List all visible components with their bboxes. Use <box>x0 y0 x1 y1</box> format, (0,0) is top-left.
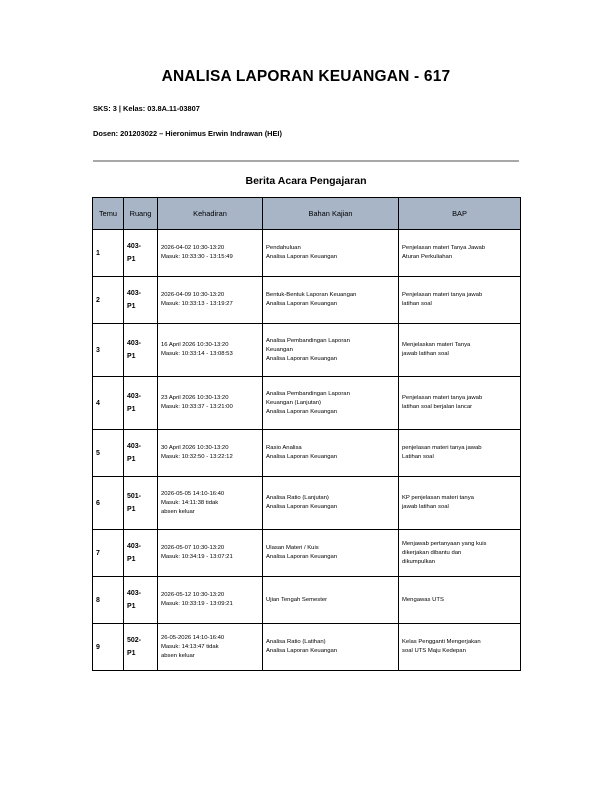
bap-cell <box>399 530 521 577</box>
header-bap: BAP <box>399 198 521 230</box>
attendance-line: 2026-05-05 14:10-16:40 <box>161 490 225 497</box>
attendance-cell <box>158 530 263 577</box>
attendance-line: absen keluar <box>161 508 195 515</box>
room-cell <box>124 230 158 277</box>
bap-cell <box>399 230 521 277</box>
topic-line: Analisa Laporan Keuangan <box>266 254 338 260</box>
attendance-cell <box>158 577 263 624</box>
topic-cell <box>263 477 399 530</box>
room-line: 403- <box>127 543 142 550</box>
room-line: P1 <box>127 506 136 513</box>
room-line: 403- <box>127 243 142 250</box>
topic-line: Analisa Laporan Keuangan <box>266 554 338 560</box>
room-line: P1 <box>127 256 136 263</box>
table-row <box>93 277 521 324</box>
topic-line: Analisa Laporan Keuangan <box>266 408 338 415</box>
bap-line: Menjawab pertanyaan yang kuis <box>402 540 487 547</box>
table-row <box>93 324 521 377</box>
topic-line: Keuangan <box>266 346 293 353</box>
bap-line: Penjelasan materi tanya jawab <box>402 292 483 298</box>
room-line: 403- <box>127 443 142 450</box>
room-line: P1 <box>127 353 136 360</box>
table-row <box>93 377 521 430</box>
meeting-number: 2 <box>93 277 124 324</box>
attendance-cell <box>158 477 263 530</box>
page-title: ANALISA LAPORAN KEUANGAN - 617 <box>161 68 451 85</box>
bap-cell <box>399 277 521 324</box>
topic-line: Analisa Laporan Keuangan <box>266 301 338 307</box>
table-row <box>93 230 521 277</box>
room-cell <box>124 477 158 530</box>
attendance-line: 23 April 2026 10:30-13:20 <box>161 395 229 401</box>
room-line: P1 <box>127 456 136 463</box>
room-line: P1 <box>127 406 136 413</box>
room-cell <box>124 277 158 324</box>
bap-line: KP penjelasan materi tanya <box>402 495 474 501</box>
attendance-cell <box>158 230 263 277</box>
divider <box>93 160 519 162</box>
room-line: P1 <box>127 603 136 610</box>
teaching-report-table <box>92 197 521 671</box>
bap-cell <box>399 377 521 430</box>
section-title: Berita Acara Pengajaran <box>245 175 367 187</box>
room-line: 403- <box>127 393 142 400</box>
attendance-line: 2026-05-07 10:30-13:20 <box>161 545 225 551</box>
room-line: 501- <box>127 493 142 500</box>
topic-cell <box>263 230 399 277</box>
meeting-number: 1 <box>93 230 124 277</box>
attendance-line: Masuk: 10:33:19 - 13:09:21 <box>161 601 233 607</box>
meeting-number: 7 <box>93 530 124 577</box>
bap-line: Aturan Perkuliahan <box>402 254 453 260</box>
topic-line: Analisa Laporan Keuangan <box>266 648 338 654</box>
meeting-number: 5 <box>93 430 124 477</box>
bap-cell <box>399 324 521 377</box>
bap-line: Menjelaskan materi Tanya <box>402 342 471 348</box>
bap-line: Penjelasan materi tanya jawab <box>402 395 483 401</box>
room-line: P1 <box>127 650 136 657</box>
lecturer-info: Dosen: 201203022 – Hieronimus Erwin Indrawan (HEI) <box>93 129 282 138</box>
attendance-cell <box>158 324 263 377</box>
topic-line: Analisa Ratio (Latihan) <box>266 639 326 645</box>
bap-line: Penjelasan materi Tanya Jawab <box>402 245 486 251</box>
attendance-line: Masuk: 10:34:19 - 13:07:21 <box>161 554 233 560</box>
bap-cell <box>399 430 521 477</box>
meeting-number: 3 <box>93 324 124 377</box>
topic-line: Bentuk-Bentuk Laporan Keuangan <box>266 292 357 298</box>
bap-line: jawab latihan soal <box>402 504 449 510</box>
topic-line: Pendahuluan <box>266 245 301 251</box>
course-info: SKS: 3 | Kelas: 03.8A.11-03807 <box>93 104 200 113</box>
topic-cell <box>263 377 399 430</box>
attendance-cell <box>158 430 263 477</box>
topic-cell <box>263 530 399 577</box>
attendance-line: Masuk: 14:13:47 tidak <box>161 643 219 650</box>
table-row <box>93 530 521 577</box>
attendance-line: 2026-04-09 10:30-13:20 <box>161 292 225 298</box>
room-cell <box>124 530 158 577</box>
header-attendance: Kehadiran <box>158 198 263 230</box>
topic-line: Ulasan Materi / Kuis <box>266 545 319 551</box>
attendance-cell <box>158 377 263 430</box>
attendance-line: 16 April 2026 10:30-13:20 <box>161 342 229 348</box>
attendance-line: 2026-04-02 10:30-13:20 <box>161 245 225 251</box>
room-cell <box>124 624 158 671</box>
topic-cell <box>263 430 399 477</box>
table-row <box>93 477 521 530</box>
attendance-cell <box>158 277 263 324</box>
topic-line: Analisa Pembandingan Laporan <box>266 390 350 397</box>
bap-cell <box>399 577 521 624</box>
topic-line: Keuangan (Lanjutan) <box>266 399 322 406</box>
room-cell <box>124 430 158 477</box>
attendance-line: 2026-05-12 10:30-13:20 <box>161 592 225 598</box>
room-line: 403- <box>127 340 142 347</box>
topic-line: Analisa Laporan Keuangan <box>266 504 338 510</box>
attendance-line: Masuk: 14:11:38 tidak <box>161 499 219 506</box>
room-line: P1 <box>127 556 136 563</box>
room-cell <box>124 377 158 430</box>
attendance-line: Masuk: 10:33:13 - 13:19:27 <box>161 301 233 307</box>
header-meeting: Temu <box>93 198 124 230</box>
topic-line: Analisa Laporan Keuangan <box>266 355 338 362</box>
attendance-line: Masuk: 10:33:14 - 13:08:53 <box>161 351 233 357</box>
topic-line: Rasio Analisa <box>266 445 302 451</box>
attendance-line: absen keluar <box>161 652 195 659</box>
attendance-cell <box>158 624 263 671</box>
header-room: Ruang <box>124 198 158 230</box>
table-row <box>93 577 521 624</box>
meeting-number: 8 <box>93 577 124 624</box>
topic-cell <box>263 624 399 671</box>
topic-line: Analisa Pembandingan Laporan <box>266 337 350 344</box>
bap-line: dikumpulkan <box>402 558 436 565</box>
room-cell <box>124 577 158 624</box>
room-line: 403- <box>127 590 142 597</box>
topic-line: Analisa Laporan Keuangan <box>266 454 338 460</box>
table-row <box>93 430 521 477</box>
bap-cell <box>399 477 521 530</box>
bap-line: Kelas Pengganti Mengerjakan <box>402 639 481 645</box>
bap-line: jawab latihan soal <box>402 351 449 357</box>
meeting-number: 4 <box>93 377 124 430</box>
bap-line: penjelasan materi tanya jawab <box>402 445 482 451</box>
attendance-line: Masuk: 10:33:30 - 13:15:49 <box>161 254 233 260</box>
bap-line: dikerjakan dibantu dan <box>402 549 462 556</box>
meeting-number: 9 <box>93 624 124 671</box>
bap-line: Latihan soal <box>402 454 434 460</box>
meeting-number: 6 <box>93 477 124 530</box>
bap-line: Mengawas UTS <box>402 596 444 603</box>
topic-cell <box>263 324 399 377</box>
bap-line: latihan soal berjalan lancar <box>402 404 473 410</box>
bap-line: latihan soal <box>402 301 432 307</box>
header-topic: Bahan Kajian <box>263 198 399 230</box>
room-cell <box>124 324 158 377</box>
topic-cell <box>263 277 399 324</box>
table-header-row <box>93 198 521 230</box>
room-line: 403- <box>127 290 142 297</box>
bap-cell <box>399 624 521 671</box>
topic-line: Analisa Ratio (Lanjutan) <box>266 495 329 501</box>
attendance-line: Masuk: 10:33:37 - 13:21:00 <box>161 404 233 410</box>
attendance-line: Masuk: 10:32:50 - 13:22:12 <box>161 454 233 460</box>
attendance-line: 30 April 2026 10:30-13:20 <box>161 445 229 451</box>
attendance-line: 26-05-2026 14:10-16:40 <box>161 634 225 641</box>
room-line: P1 <box>127 303 136 310</box>
table-row <box>93 624 521 671</box>
room-line: 502- <box>127 637 142 644</box>
bap-line: soal UTS Maju Kedepan <box>402 648 466 654</box>
topic-cell <box>263 577 399 624</box>
topic-line: Ujian Tengah Semester <box>266 596 328 603</box>
